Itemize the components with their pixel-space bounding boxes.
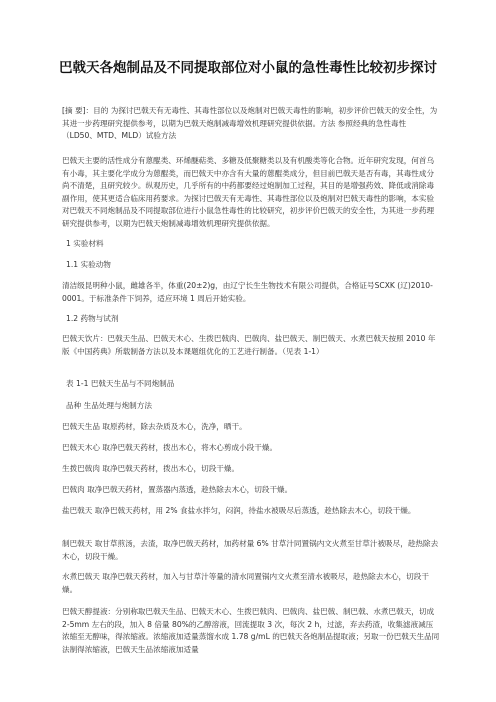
table-row: 水煮巴戟天 取净巴戟天药材，加入与甘草汁等量的清水同置锅内文火煮至清水被吸尽，趁热除去木心，切段干燥。	[62, 572, 429, 594]
section-heading-1-2: 1.2 药物与试剂	[66, 314, 119, 323]
section-heading-1-1: 1.1 实验动物	[66, 260, 111, 269]
table-header: 品种 生品处理与炮制方法	[66, 401, 152, 410]
table-row: 巴戟天生品 取原药材，除去杂质及木心，洗净，晒干。	[62, 422, 247, 431]
drugs-paragraph: 巴戟天饮片：巴戟天生品、巴戟天木心、生拨巴戟肉、巴戟肉、盐巴戟天、制巴戟天、水煮巴戟天按照 2010 年版《中国药典》所载制备方法以及本课题组优化的工艺进行制备。（见表 1-1）	[62, 334, 436, 356]
abstract-paragraph: [摘 要]：目的 为探讨巴戟天有无毒性、其毒性部位以及炮制对巴戟天毒性的影响，初步评价巴戟天的安全性，为其进一步药理研究提供参考，以期为巴戟天炮制减毒增效机理研究提供依据。方法 参照经典的急性毒性（LD50、MTD、MLD）试验方法	[62, 106, 438, 141]
animals-paragraph: 清洁级昆明种小鼠，雌雄各半，体重(20±2)g，由辽宁长生生物技术有限公司提供，合格证号SCXK (辽)2010-0001。于标准条件下饲养，适应环境 1 周后开始实验。	[62, 281, 433, 303]
section-heading-1: 1 实验材料	[66, 239, 104, 248]
table-caption: 表 1-1 巴戟天生品与不同炮制品	[66, 379, 175, 388]
table-row: 巴戟肉 取净巴戟天药材，置蒸器内蒸透，趁热除去木心，切段干燥。	[62, 485, 293, 494]
table-row: 盐巴戟天 取净巴戟天药材，用 2% 食盐水拌匀，闷润，待盐水被吸尽后蒸透，趁热除去木心，切段干燥。	[62, 506, 416, 515]
table-row: 巴戟天木心 取净巴戟天药材，拨出木心，将木心剪成小段干燥。	[62, 443, 278, 452]
table-row: 制巴戟天 取甘草煎汤，去渣，取净巴戟天药材，加药材量 6% 甘草汁同置锅内文火煮至甘草汁被吸尽，趁热除去木心，切段干燥。	[62, 539, 439, 561]
document-title: 巴戟天各炮制品及不同提取部位对小鼠的急性毒性比较初步探讨	[59, 60, 437, 76]
table-row: 生拨巴戟肉 取净巴戟天药材，拨出木心，切段干燥。	[62, 464, 240, 473]
extraction-paragraph: 巴戟天醇提液：分别称取巴戟天生品、巴戟天木心、生拨巴戟肉、巴戟肉、盐巴戟、制巴戟、水煮巴戟天，切成 2-5mm 左右的段，加入 8 倍量 80%的乙醇溶液，回流提取 3 次，每次 2 h，过滤，弃去药渣，收集滤液减压浓缩至无醇味，得浓缩液。浓缩液加适量蒸馏水成 1.78 g/mL 的巴戟天各炮制品提取液；另取一份巴戟天生品同法制得浓缩液，巴戟天生品浓缩液加适量	[62, 607, 440, 654]
intro-paragraph: 巴戟天主要的活性成分有蒽醌类、环烯醚萜类、多糖及低聚糖类以及有机酸类等化合物。近年研究发现，何首乌有小毒，其主要化学成分为蒽醌类，而巴戟天中亦含有大量的蒽醌类成分，但目前巴戟天是否有毒，其毒性成分尚不清楚，且研究较少。纵观历史，几乎所有的中药都要经过炮制加工过程，其目的是增强药效、降低或消除毒副作用，使其更适合临床用药要求。为探讨巴戟天有无毒性、其毒性部位以及炮制对巴戟天毒性的影响，本实验对巴戟天不同炮制品及不同提取部位进行小鼠急性毒性的比较研究，初步评价巴戟天的安全性，为其进一步药理研究提供参考，以期为巴戟天炮制减毒增效机理研究提供依据。	[62, 156, 435, 228]
